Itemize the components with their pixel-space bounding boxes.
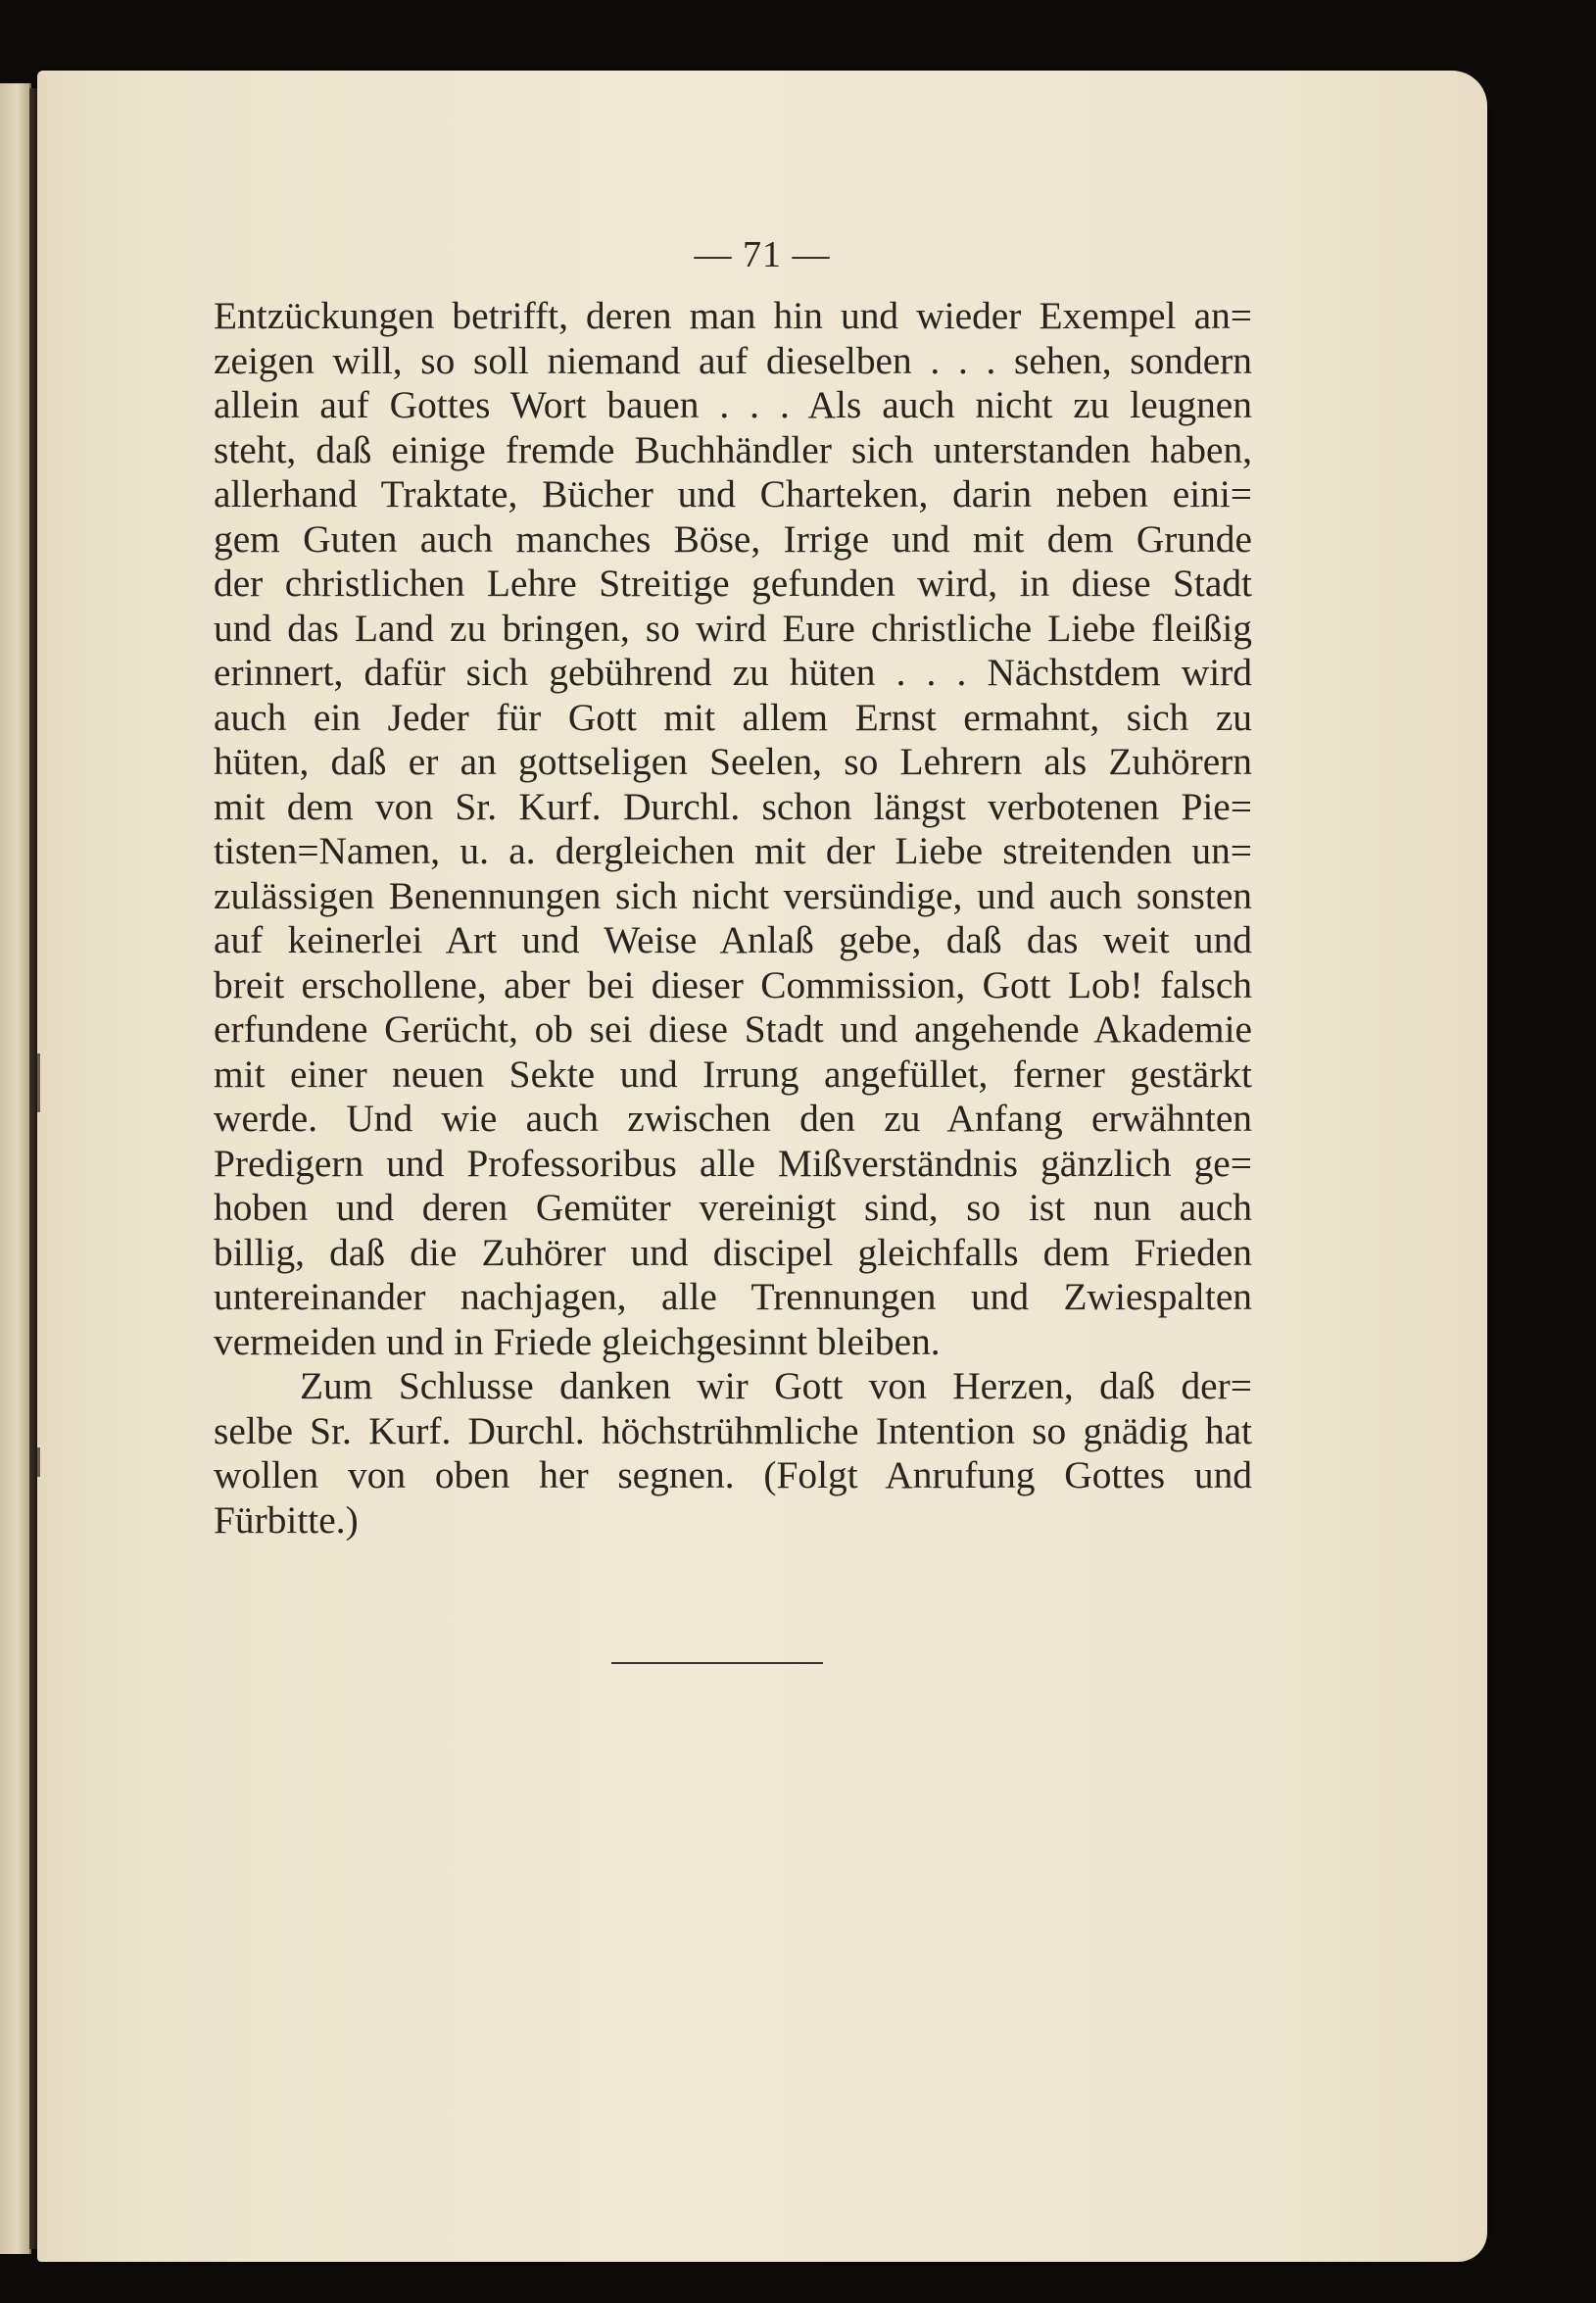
text-line: auch ein Jeder für Gott mit allem Ernst ermahnt, sich zu — [214, 695, 1252, 739]
text-line: untereinander nachjagen, alle Trennungen und Zwiespalten — [214, 1275, 1252, 1318]
text-line: Fürbitte.) — [214, 1497, 359, 1542]
text-line: Predigern und Professoribus alle Mißverständnis gänzlich ge= — [214, 1141, 1252, 1185]
text-line: tisten=Namen, u. a. dergleichen mit der Liebe streitenden un= — [214, 829, 1252, 872]
text-line: hoben und deren Gemüter vereinigt sind, so ist nun auch — [214, 1186, 1252, 1229]
text-line: steht, daß einige fremde Buchhändler sich unterstanden haben, — [214, 427, 1252, 471]
text-line: zeigen will, so soll niemand auf dieselben . . . sehen, sondern — [214, 338, 1252, 382]
text-line: werde. Und wie auch zwischen den zu Anfang erwähnten — [214, 1097, 1252, 1140]
text-line: Zum Schlusse danken wir Gott von Herzen, daß der= — [300, 1364, 1252, 1407]
text-line: erfundene Gerücht, ob sei diese Stadt und angehende Akademie — [214, 1007, 1252, 1051]
previous-page-edge — [0, 83, 31, 2254]
margin-mark — [37, 1054, 40, 1112]
margin-mark — [37, 1447, 40, 1477]
text-line: Entzückungen betrifft, deren man hin und wieder Exempel an= — [214, 294, 1252, 337]
text-line: mit dem von Sr. Kurf. Durchl. schon längst verbotenen Pie= — [214, 784, 1252, 828]
text-line: hüten, daß er an gottseligen Seelen, so Lehrern als Zuhörern — [214, 740, 1252, 783]
text-line: mit einer neuen Sekte und Irrung angefüllet, ferner gestärkt — [214, 1052, 1252, 1096]
text-line: erinnert, dafür sich gebührend zu hüten . . . Nächstdem wird — [214, 651, 1252, 694]
text-line: selbe Sr. Kurf. Durchl. höchstrühmliche Intention so gnädig hat — [214, 1408, 1252, 1452]
text-line: vermeiden und in Friede gleichgesinnt bleiben. — [214, 1319, 941, 1363]
body-text — [214, 294, 1252, 1543]
text-line: auf keinerlei Art und Weise Anlaß gebe, daß das weit und — [214, 918, 1252, 961]
text-line: breit erschollene, aber bei dieser Commission, Gott Lob! falsch — [214, 962, 1252, 1006]
book-page — [37, 71, 1487, 2262]
text-line: billig, daß die Zuhörer und discipel gleichfalls dem Frieden — [214, 1230, 1252, 1274]
text-line: und das Land zu bringen, so wird Eure christliche Liebe fleißig — [214, 606, 1252, 650]
section-end-rule — [611, 1662, 823, 1664]
text-line: wollen von oben her segnen. (Folgt Anrufung Gottes und — [214, 1453, 1252, 1496]
text-line: der christlichen Lehre Streitige gefunden wird, in diese Stadt — [214, 562, 1252, 605]
text-line: zulässigen Benennungen sich nicht versündige, und auch sonsten — [214, 873, 1252, 917]
page-number: — 71 — — [694, 234, 831, 275]
text-line: allein auf Gottes Wort bauen . . . Als auch nicht zu leugnen — [214, 383, 1252, 426]
text-line: allerhand Traktate, Bücher und Charteken, darin neben eini= — [214, 472, 1252, 515]
text-line: gem Guten auch manches Böse, Irrige und mit dem Grunde — [214, 516, 1252, 561]
